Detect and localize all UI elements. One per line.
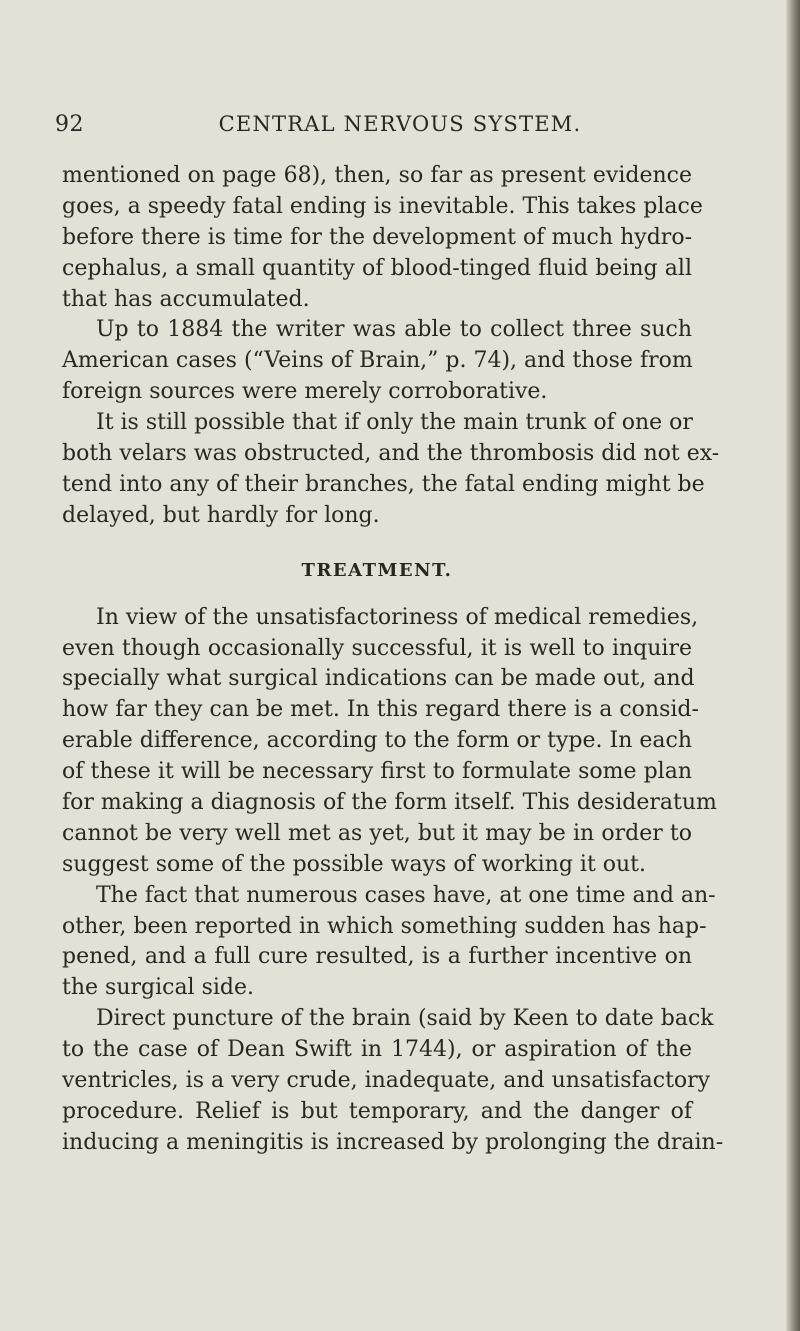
- text-line: even though occasionally successful, it is well to inquire: [62, 635, 692, 661]
- section-heading: TREATMENT.: [301, 559, 453, 581]
- text-line: before there is time for the development of much hydro-: [62, 224, 692, 250]
- text-line: delayed, but hardly for long.: [62, 502, 380, 528]
- text-line: cannot be very well met as yet, but it may be in order to: [62, 820, 692, 846]
- text-line: of these it will be necessary first to formulate some plan: [62, 759, 692, 785]
- text-line: specially what surgical indications can be made out, and: [62, 666, 695, 692]
- running-head: [55, 112, 745, 140]
- text-line: other, been reported in which something sudden has hap-: [62, 913, 707, 939]
- text-line: mentioned on page 68), then, so far as present evidence: [62, 163, 692, 188]
- text-line: that has accumulated.: [62, 286, 310, 312]
- text-line: The fact that numerous cases have, at one time and an-: [96, 882, 716, 908]
- text-line: goes, a speedy fatal ending is inevitable. This takes place: [62, 193, 703, 219]
- text-line: tend into any of their branches, the fatal ending might be: [62, 471, 705, 497]
- text-line: the surgical side.: [62, 975, 255, 1001]
- text-line: foreign sources were merely corroborative.: [62, 379, 548, 405]
- text-line: both velars was obstructed, and the thrombosis did not ex-: [62, 441, 720, 467]
- text-line: pened, and a full cure resulted, is a further incentive on: [62, 944, 692, 970]
- text-line: cephalus, a small quantity of blood-tinged fluid being all: [62, 255, 692, 281]
- text-line: In view of the unsatisfactoriness of medical remedies,: [96, 604, 699, 630]
- text-line: erable difference, according to the form or type. In each: [62, 728, 692, 754]
- text-line: American cases (“Veins of Brain,” p. 74), and those from: [62, 348, 693, 374]
- text-line: Up to 1884 the writer was able to collect three such: [96, 317, 692, 343]
- text-line: how far they can be met. In this regard there is a consid-: [62, 697, 699, 723]
- body-text: [62, 161, 724, 1159]
- running-head-title: CENTRAL NERVOUS SYSTEM.: [218, 112, 582, 136]
- text-line: Direct puncture of the brain (said by Keen to date back: [96, 1006, 714, 1032]
- text-line: to the case of Dean Swift in 1744), or aspiration of the: [62, 1037, 692, 1063]
- text-line: for making a diagnosis of the form itself. This desideratum: [62, 790, 717, 816]
- text-line: suggest some of the possible ways of working it out.: [62, 851, 647, 877]
- text-line: It is still possible that if only the main trunk of one or: [96, 410, 693, 436]
- text-line: procedure. Relief is but temporary, and the danger of: [62, 1098, 692, 1124]
- page-number: 92: [55, 112, 84, 137]
- page-edge-shadow: [786, 0, 800, 1331]
- text-line: inducing a meningitis is increased by prolonging the drain-: [62, 1129, 724, 1155]
- text-line: ventricles, is a very crude, inadequate, and unsatisfactory: [62, 1068, 711, 1094]
